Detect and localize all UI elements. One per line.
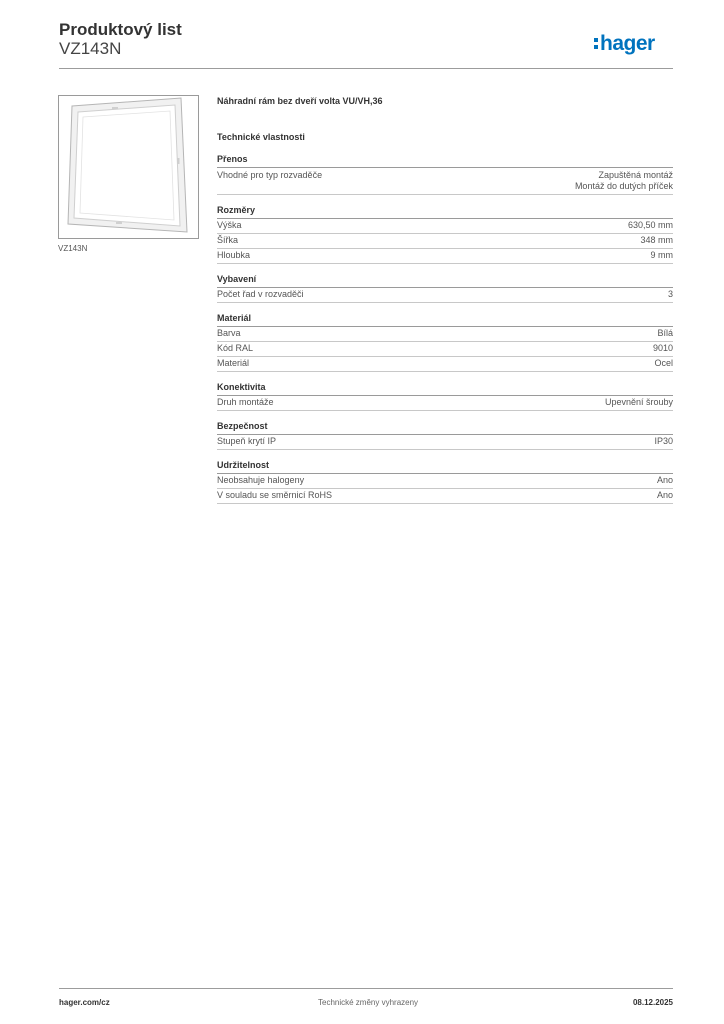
spec-section (217, 313, 673, 372)
spec-value-line: Montáž do dutých příček (574, 181, 673, 191)
spec-label: Materiál (217, 358, 250, 368)
spec-row (217, 168, 673, 195)
spec-row (217, 357, 673, 372)
spec-content (217, 96, 673, 514)
section-title: Přenos (217, 154, 673, 168)
spec-value-line: Zapuštěná montáž (598, 169, 673, 180)
spec-row (217, 474, 673, 489)
spec-value (628, 220, 673, 232)
spec-value (654, 436, 673, 448)
document-title: Produktový list (59, 20, 182, 39)
spec-value-line: 9 mm (650, 250, 673, 260)
section-title: Rozměry (217, 205, 673, 219)
spec-row (217, 327, 673, 342)
spec-label: Druh montáže (217, 397, 274, 407)
spec-row (217, 288, 673, 303)
spec-value-line: Upevnění šrouby (604, 397, 673, 407)
spec-section (217, 274, 673, 303)
spec-label: V souladu se směrnicí RoHS (217, 490, 333, 500)
footer-website: hager.com/cz (59, 998, 110, 1007)
spec-value-line: Ano (656, 475, 673, 485)
spec-row (217, 489, 673, 504)
spec-value (651, 250, 674, 262)
product-code: VZ143N (59, 39, 122, 58)
svg-text:hager: hager (600, 32, 655, 55)
spec-label: Počet řad v rozvaděči (217, 289, 304, 299)
tech-properties-title: Technické vlastnosti (217, 132, 305, 142)
image-caption: VZ143N (58, 244, 88, 253)
spec-label: Hloubka (217, 250, 251, 260)
spec-value-line: IP30 (654, 436, 673, 446)
spec-value-line: Ano (656, 490, 673, 500)
spec-value-line: 3 (667, 289, 673, 299)
spec-label: Barva (217, 328, 241, 338)
page-header (59, 20, 673, 70)
section-title: Udržitelnost (217, 460, 673, 474)
footer-date: 08.12.2025 (632, 998, 673, 1007)
spec-row (217, 234, 673, 249)
footer-divider (59, 988, 673, 989)
spec-value-line: Bílá (657, 328, 673, 338)
spec-value-line: 348 mm (640, 235, 673, 245)
spec-value (575, 170, 673, 193)
spec-label: Kód RAL (217, 343, 254, 353)
header-divider (59, 68, 673, 69)
spec-section (217, 460, 673, 504)
spec-value (657, 475, 673, 487)
product-image (58, 95, 199, 239)
spec-value-line: 630,50 mm (627, 220, 673, 230)
section-title: Vybavení (217, 274, 673, 288)
spec-label: Výška (217, 220, 242, 230)
spec-label: Neobsahuje halogeny (217, 475, 305, 485)
spec-row (217, 342, 673, 357)
spec-section (217, 382, 673, 411)
spec-value (640, 235, 673, 247)
frame-illustration (59, 96, 198, 238)
footer-note: Technické změny vyhrazeny (318, 998, 419, 1007)
spec-value-line: Ocel (654, 358, 673, 368)
spec-value (654, 358, 673, 370)
spec-label: Vhodné pro typ rozvaděče (217, 169, 323, 180)
spec-section (217, 154, 673, 195)
spec-label: Stupeň krytí IP (217, 436, 277, 446)
spec-sections (217, 154, 673, 504)
section-title: Materiál (217, 313, 673, 327)
spec-row (217, 219, 673, 234)
spec-value (668, 289, 673, 301)
spec-value (657, 490, 673, 502)
spec-row (217, 435, 673, 450)
spec-section (217, 205, 673, 264)
product-name: Náhradní rám bez dveří volta VU/VH,36 (217, 96, 383, 106)
spec-row (217, 249, 673, 264)
section-title: Konektivita (217, 382, 673, 396)
spec-label: Šířka (217, 235, 239, 245)
spec-section (217, 421, 673, 450)
spec-value (657, 328, 673, 340)
section-title: Bezpečnost (217, 421, 673, 435)
spec-value (653, 343, 673, 355)
spec-row (217, 396, 673, 411)
spec-value (605, 397, 673, 409)
spec-value-line: 9010 (652, 343, 673, 353)
hager-logo (593, 29, 673, 57)
